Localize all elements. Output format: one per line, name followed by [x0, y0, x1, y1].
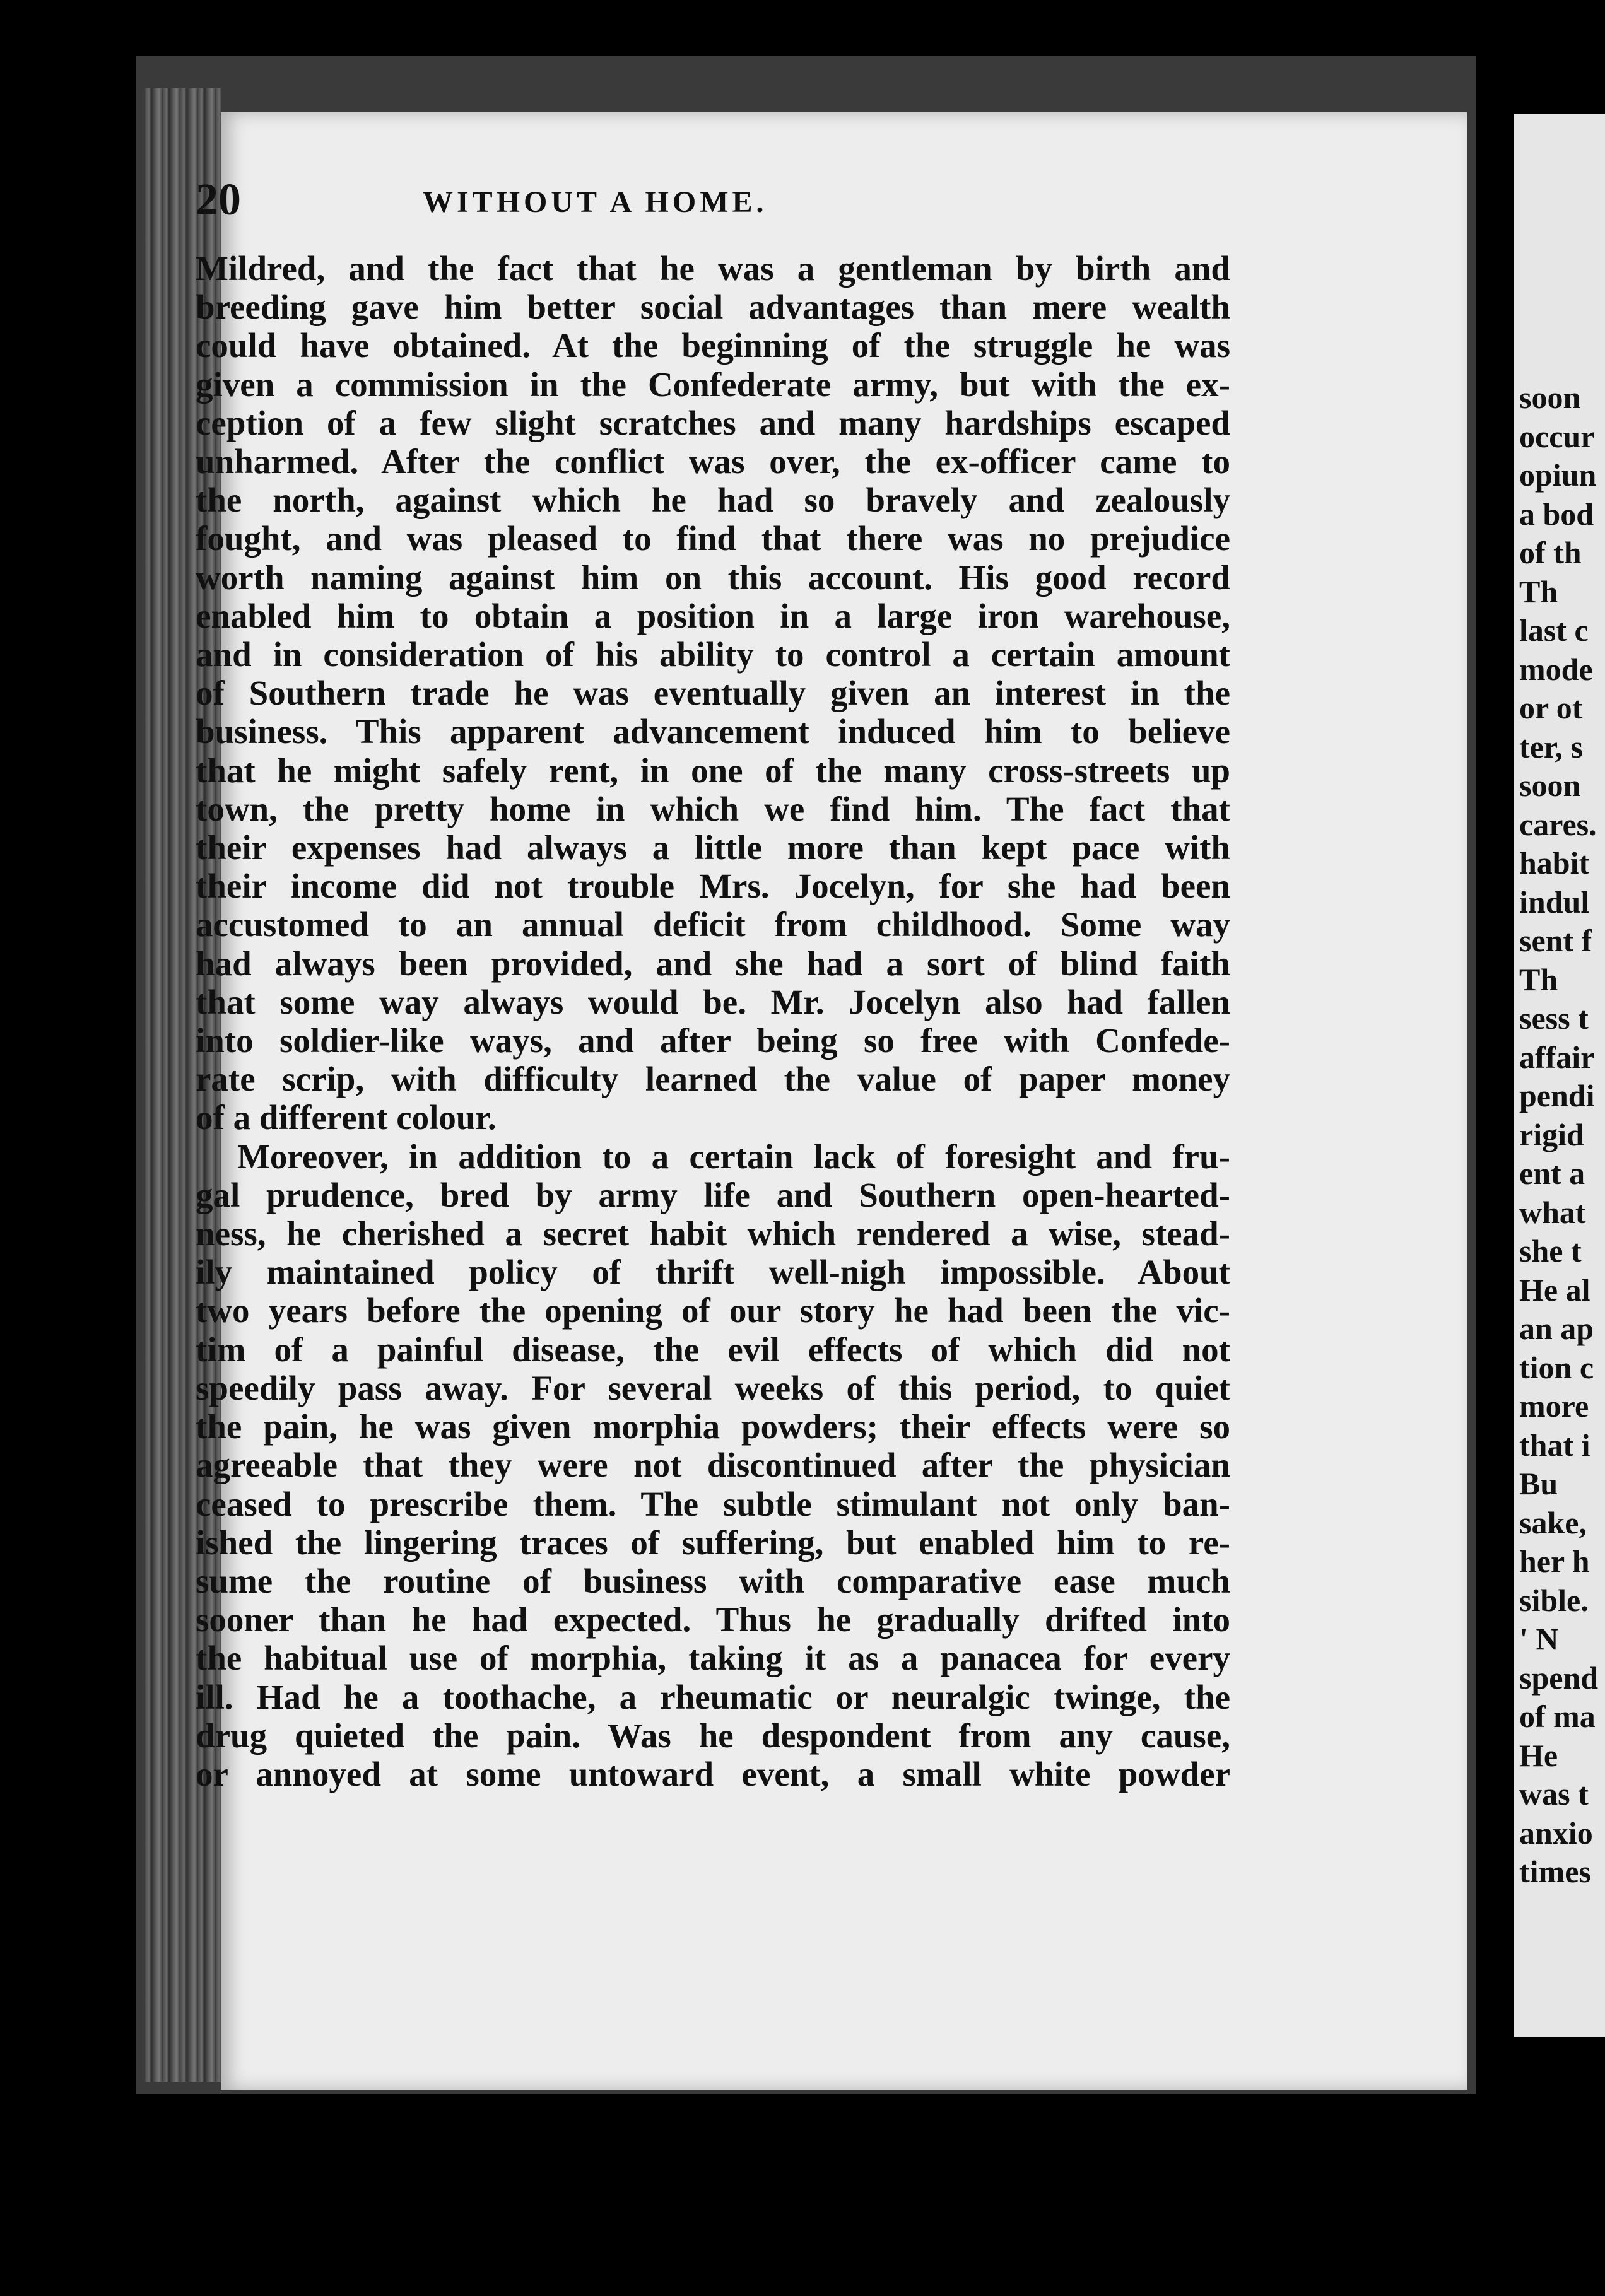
text-line: had always been provided, and she had a sort of blind faith [196, 944, 1230, 983]
right-page-fragment: times [1519, 1854, 1591, 1889]
right-page-fragment: sess t [1519, 1000, 1589, 1036]
right-page-fragment: occur [1519, 418, 1595, 454]
text-line: speedily pass away. For several weeks of this period, to quiet [196, 1368, 1230, 1407]
text-line: their income did not trouble Mrs. Jocelyn, for she had been [196, 867, 1230, 906]
right-page-fragment: Bu [1519, 1466, 1558, 1501]
text-line: worth naming against him on this account. His good record [196, 558, 1230, 597]
text-line: could have obtained. At the beginning of the struggle he was [196, 326, 1230, 365]
text-line: ished the lingering traces of suffering, but enabled him to re- [196, 1523, 1230, 1562]
right-page-fragment: more [1519, 1388, 1589, 1424]
text-line: and in consideration of his ability to control a certain amount [196, 635, 1230, 674]
right-page-fragment: she t [1519, 1233, 1582, 1268]
text-line: fought, and was pleased to find that there was no prejudice [196, 519, 1230, 558]
text-line: given a commission in the Confederate army, but with the ex- [196, 365, 1230, 404]
right-page-fragment: tion c [1519, 1349, 1594, 1385]
text-line: or annoyed at some untoward event, a small white powder [196, 1754, 1230, 1793]
right-page-fragment: anxio [1519, 1815, 1593, 1851]
running-head: WITHOUT A HOME. [423, 185, 768, 219]
right-page-fragment: habit [1519, 845, 1590, 881]
text-line: breeding gave him better social advantages than mere wealth [196, 288, 1230, 327]
right-page-fragment: what [1519, 1194, 1586, 1230]
right-page-fragment: cares. [1519, 806, 1597, 842]
text-line: sume the routine of business with comparative ease much [196, 1561, 1230, 1600]
right-page-fragment: an ap [1519, 1311, 1594, 1346]
text-line: Mildred, and the fact that he was a gentleman by birth and [196, 249, 1230, 288]
right-page-fragment: her h [1519, 1543, 1590, 1579]
right-page-fragment: mode [1519, 651, 1593, 687]
text-line: ception of a few slight scratches and many hardships escaped [196, 403, 1230, 442]
text-line: the north, against which he had so bravely and zealously [196, 481, 1230, 520]
right-page-fragment: was t [1519, 1776, 1589, 1812]
text-line: into soldier-like ways, and after being so free with Confede- [196, 1021, 1230, 1060]
right-page-fragment: sake, [1519, 1504, 1587, 1540]
right-page-fragment: sent f [1519, 923, 1592, 958]
right-page-fragment: Th [1519, 961, 1558, 997]
text-line: unharmed. After the conflict was over, the ex-officer came to [196, 442, 1230, 481]
text-line: business. This apparent advancement induced him to believe [196, 712, 1230, 751]
right-page-fragment: that i [1519, 1427, 1590, 1463]
text-line: the pain, he was given morphia powders; their effects were so [196, 1407, 1230, 1446]
right-page-fragment: spend [1519, 1660, 1599, 1696]
text-line: drug quieted the pain. Was he despondent from any cause, [196, 1716, 1230, 1755]
right-page-fragment: opiun [1519, 457, 1597, 493]
right-page-fragment: He [1519, 1737, 1558, 1773]
right-page-fragment: rigid [1519, 1116, 1584, 1152]
text-line: two years before the opening of our story he had been the vic- [196, 1291, 1230, 1330]
right-page-fragment: ter, s [1519, 729, 1583, 764]
text-line: of a different colour. [196, 1098, 497, 1137]
text-line: ill. Had he a toothache, a rheumatic or neuralgic twinge, the [196, 1677, 1230, 1716]
right-page-fragment: soon [1519, 380, 1581, 415]
text-line: enabled him to obtain a position in a large iron warehouse, [196, 596, 1230, 635]
right-page-fragment: pendi [1519, 1078, 1595, 1113]
text-line: sooner than he had expected. Thus he gradually drifted into [196, 1600, 1230, 1639]
right-page-fragment: last c [1519, 612, 1589, 648]
right-page-fragment: indul [1519, 884, 1590, 920]
text-line: that some way always would be. Mr. Jocelyn also had fallen [196, 982, 1230, 1021]
right-page-fragment: ent a [1519, 1156, 1585, 1191]
text-line: that he might safely rent, in one of the many cross-streets up [196, 751, 1230, 790]
right-page-fragment: sible. [1519, 1582, 1589, 1618]
right-page-fragment: Th [1519, 573, 1558, 609]
text-line: their expenses had always a little more than kept pace with [196, 828, 1230, 867]
right-page-fragment: affair [1519, 1039, 1595, 1075]
right-page-edge [1514, 114, 1605, 2037]
text-line: ceased to prescribe them. The subtle stimulant not only ban- [196, 1484, 1230, 1523]
text-line: town, the pretty home in which we find him. The fact that [196, 789, 1230, 828]
right-page-fragment: soon [1519, 768, 1581, 803]
right-page-fragment: He al [1519, 1272, 1590, 1308]
right-page-fragment: of ma [1519, 1699, 1596, 1734]
page-header [196, 173, 1230, 243]
page-number: 20 [196, 174, 241, 225]
text-line: agreeable that they were not discontinued after the physician [196, 1446, 1230, 1485]
text-line: rate scrip, with difficulty learned the value of paper money [196, 1060, 1230, 1099]
text-line: gal prudence, bred by army life and Southern open-hearted- [196, 1175, 1230, 1214]
text-line: accustomed to an annual deficit from childhood. Some way [196, 905, 1230, 944]
text-line: ily maintained policy of thrift well-nigh impossible. About [196, 1253, 1230, 1292]
right-page-fragment: of th [1519, 535, 1582, 570]
text-line: of Southern trade he was eventually given an interest in the [196, 674, 1230, 713]
text-line: the habitual use of morphia, taking it as a panacea for every [196, 1639, 1230, 1678]
right-page-fragment: or ot [1519, 690, 1583, 725]
body-text [196, 249, 1230, 1793]
right-page-fragment: a bod [1519, 496, 1594, 532]
text-line: tim of a painful disease, the evil effects of which did not [196, 1330, 1230, 1369]
text-line: Moreover, in addition to a certain lack of foresight and fru- [237, 1137, 1230, 1176]
text-line: ness, he cherished a secret habit which rendered a wise, stead- [196, 1214, 1230, 1253]
right-page-text [1514, 378, 1598, 1892]
right-page-fragment: ' N [1519, 1621, 1559, 1656]
